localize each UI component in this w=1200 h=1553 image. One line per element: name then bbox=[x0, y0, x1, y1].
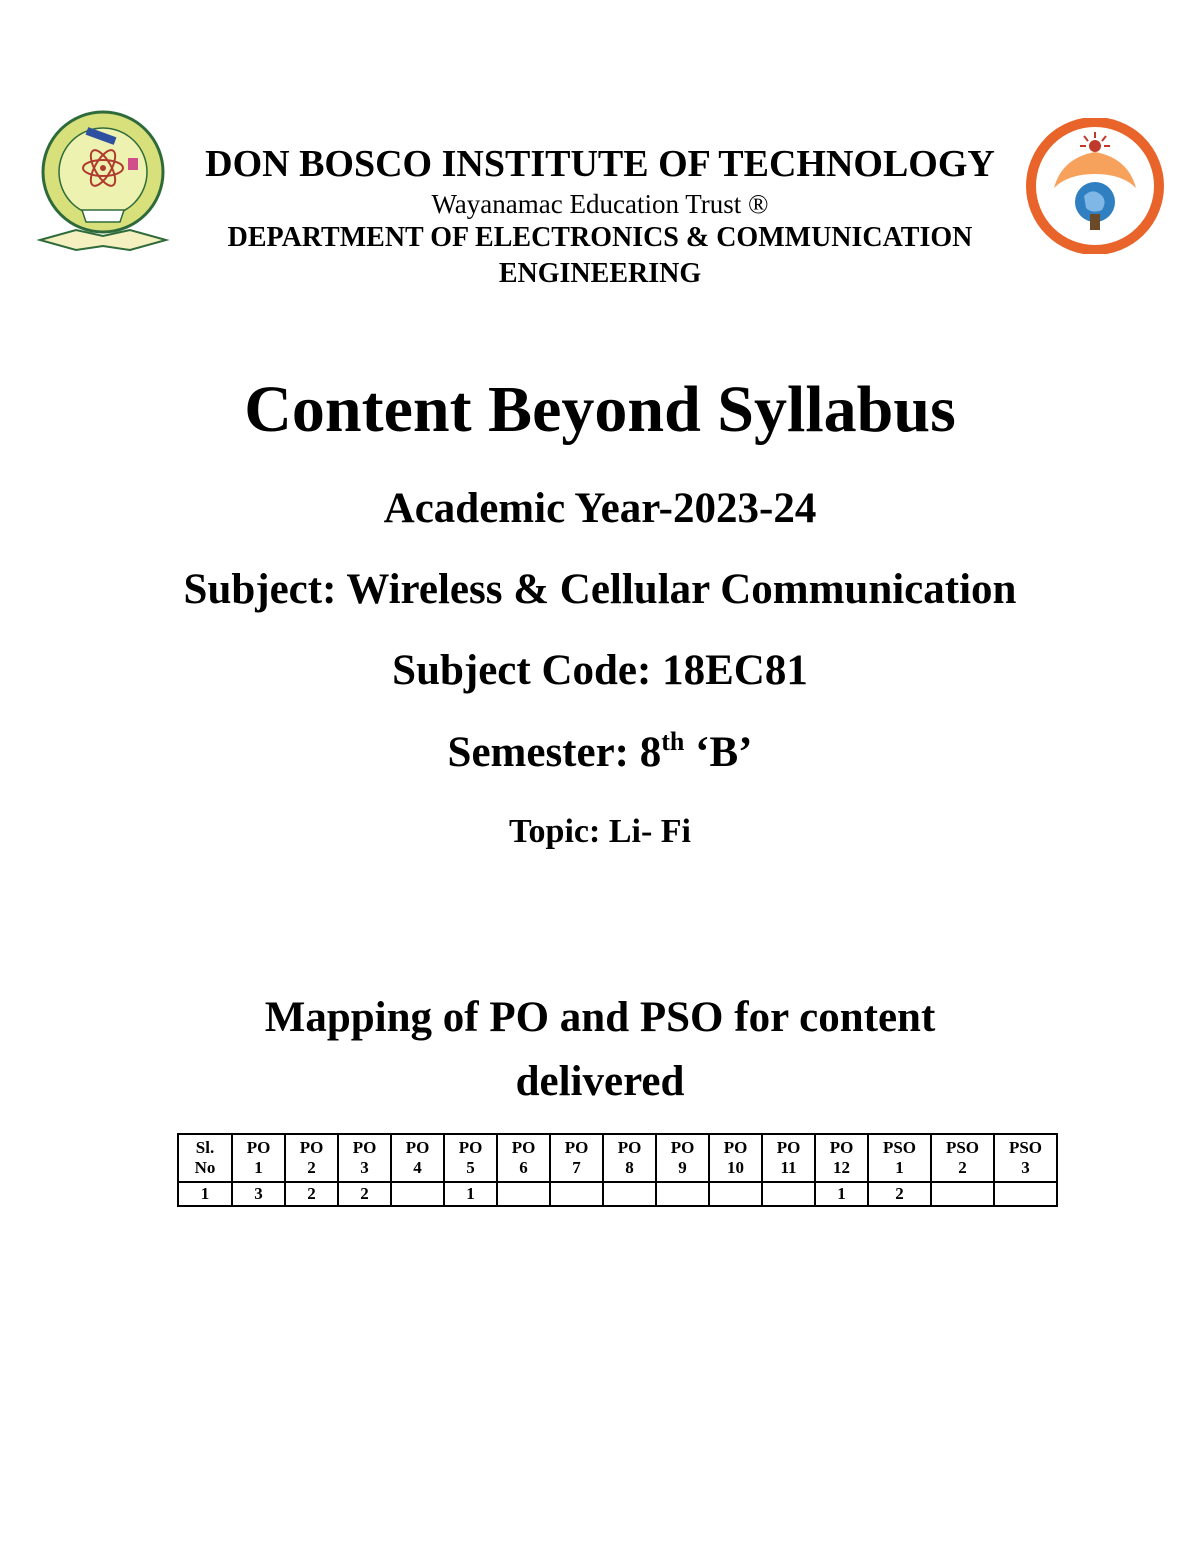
table-header-text: PO bbox=[829, 1138, 854, 1157]
semester-prefix: Semester: 8 bbox=[447, 729, 662, 776]
table-cell bbox=[762, 1182, 815, 1206]
institution-header bbox=[170, 142, 1030, 292]
table-cell bbox=[931, 1182, 994, 1206]
table-header-text: PO bbox=[352, 1138, 377, 1157]
table-header-cell bbox=[603, 1134, 656, 1182]
semester bbox=[0, 728, 1200, 778]
table-cell: 2 bbox=[285, 1182, 338, 1206]
mapping-title-line-1: Mapping of PO and PSO for content bbox=[264, 994, 936, 1041]
table-cell bbox=[497, 1182, 550, 1206]
table-header-cell bbox=[762, 1134, 815, 1182]
table-cell bbox=[656, 1182, 709, 1206]
po-pso-mapping-table bbox=[177, 1133, 1058, 1207]
table-cell: 2 bbox=[868, 1182, 931, 1206]
table-header-text: 4 bbox=[413, 1158, 422, 1177]
table-header-text: 11 bbox=[780, 1158, 797, 1177]
table-header-text: 6 bbox=[519, 1158, 528, 1177]
table-header-text: PSO bbox=[945, 1138, 980, 1157]
table-cell bbox=[391, 1182, 444, 1206]
mapping-title bbox=[0, 994, 1200, 1106]
table-cell: 1 bbox=[444, 1182, 497, 1206]
table-header-text: 10 bbox=[727, 1158, 744, 1177]
table-header-text: PO bbox=[246, 1138, 271, 1157]
table-header-text: No bbox=[194, 1158, 216, 1177]
table-header-text: 2 bbox=[307, 1158, 316, 1177]
subject: Subject: Wireless & Cellular Communication bbox=[183, 566, 1017, 613]
table-header-text: 9 bbox=[678, 1158, 687, 1177]
table-header-text: PO bbox=[405, 1138, 430, 1157]
table-header-text: 1 bbox=[254, 1158, 263, 1177]
table-header-text: PO bbox=[458, 1138, 483, 1157]
table-cell: 1 bbox=[178, 1182, 232, 1206]
topic: Topic: Li- Fi bbox=[509, 813, 691, 850]
table-header-cell bbox=[444, 1134, 497, 1182]
table-header-text: PO bbox=[564, 1138, 589, 1157]
table-header-text: PO bbox=[511, 1138, 536, 1157]
table-header-text: PSO bbox=[882, 1138, 917, 1157]
table-header-cell bbox=[178, 1134, 232, 1182]
table-header-text: PO bbox=[723, 1138, 748, 1157]
table-header-cell bbox=[931, 1134, 994, 1182]
table-header-cell bbox=[550, 1134, 603, 1182]
wayanamac-trust-logo-icon bbox=[1022, 118, 1168, 254]
table-header-cell bbox=[391, 1134, 444, 1182]
table-header-cell bbox=[232, 1134, 285, 1182]
table-cell: 2 bbox=[338, 1182, 391, 1206]
document-title: Content Beyond Syllabus bbox=[244, 373, 956, 446]
table-header-text: PO bbox=[670, 1138, 695, 1157]
table-header-text: 3 bbox=[360, 1158, 369, 1177]
table-header-text: PO bbox=[617, 1138, 642, 1157]
table-header-cell bbox=[285, 1134, 338, 1182]
academic-year: Academic Year-2023-24 bbox=[383, 485, 817, 532]
table-header-text: 2 bbox=[958, 1158, 967, 1177]
subject-code: Subject Code: 18EC81 bbox=[392, 647, 808, 694]
table-header-text: 3 bbox=[1021, 1158, 1030, 1177]
table-header-cell bbox=[815, 1134, 868, 1182]
table-cell bbox=[550, 1182, 603, 1206]
mapping-title-line-2: delivered bbox=[515, 1058, 685, 1105]
table-header-row bbox=[178, 1134, 1057, 1182]
table-header-cell bbox=[656, 1134, 709, 1182]
don-bosco-logo-icon bbox=[36, 106, 170, 256]
semester-superscript: th bbox=[661, 727, 685, 756]
table-header-text: 8 bbox=[625, 1158, 634, 1177]
table-header-text: Sl. bbox=[195, 1138, 215, 1157]
table-cell bbox=[603, 1182, 656, 1206]
table-cell bbox=[994, 1182, 1057, 1206]
department-line-2: ENGINEERING bbox=[498, 258, 702, 289]
table-header-cell bbox=[709, 1134, 762, 1182]
table-header-cell bbox=[994, 1134, 1057, 1182]
table-header-text: 5 bbox=[466, 1158, 475, 1177]
table-header-cell bbox=[868, 1134, 931, 1182]
table-header-text: 12 bbox=[833, 1158, 850, 1177]
institute-name: DON BOSCO INSTITUTE OF TECHNOLOGY bbox=[205, 143, 995, 185]
table-header-text: PO bbox=[776, 1138, 801, 1157]
table-header-text: 7 bbox=[572, 1158, 581, 1177]
table-row bbox=[178, 1182, 1057, 1206]
table-cell: 1 bbox=[815, 1182, 868, 1206]
table-header-cell bbox=[338, 1134, 391, 1182]
department-line-1: DEPARTMENT OF ELECTRONICS & COMMUNICATION bbox=[227, 222, 973, 253]
table-cell bbox=[709, 1182, 762, 1206]
table-cell: 3 bbox=[232, 1182, 285, 1206]
table-header-text: 1 bbox=[895, 1158, 904, 1177]
semester-suffix: ‘B’ bbox=[684, 729, 753, 776]
table-header-text: PO bbox=[299, 1138, 324, 1157]
table-header-text: PSO bbox=[1008, 1138, 1043, 1157]
table-header-cell bbox=[497, 1134, 550, 1182]
trust-name: Wayanamac Education Trust ® bbox=[431, 189, 769, 219]
